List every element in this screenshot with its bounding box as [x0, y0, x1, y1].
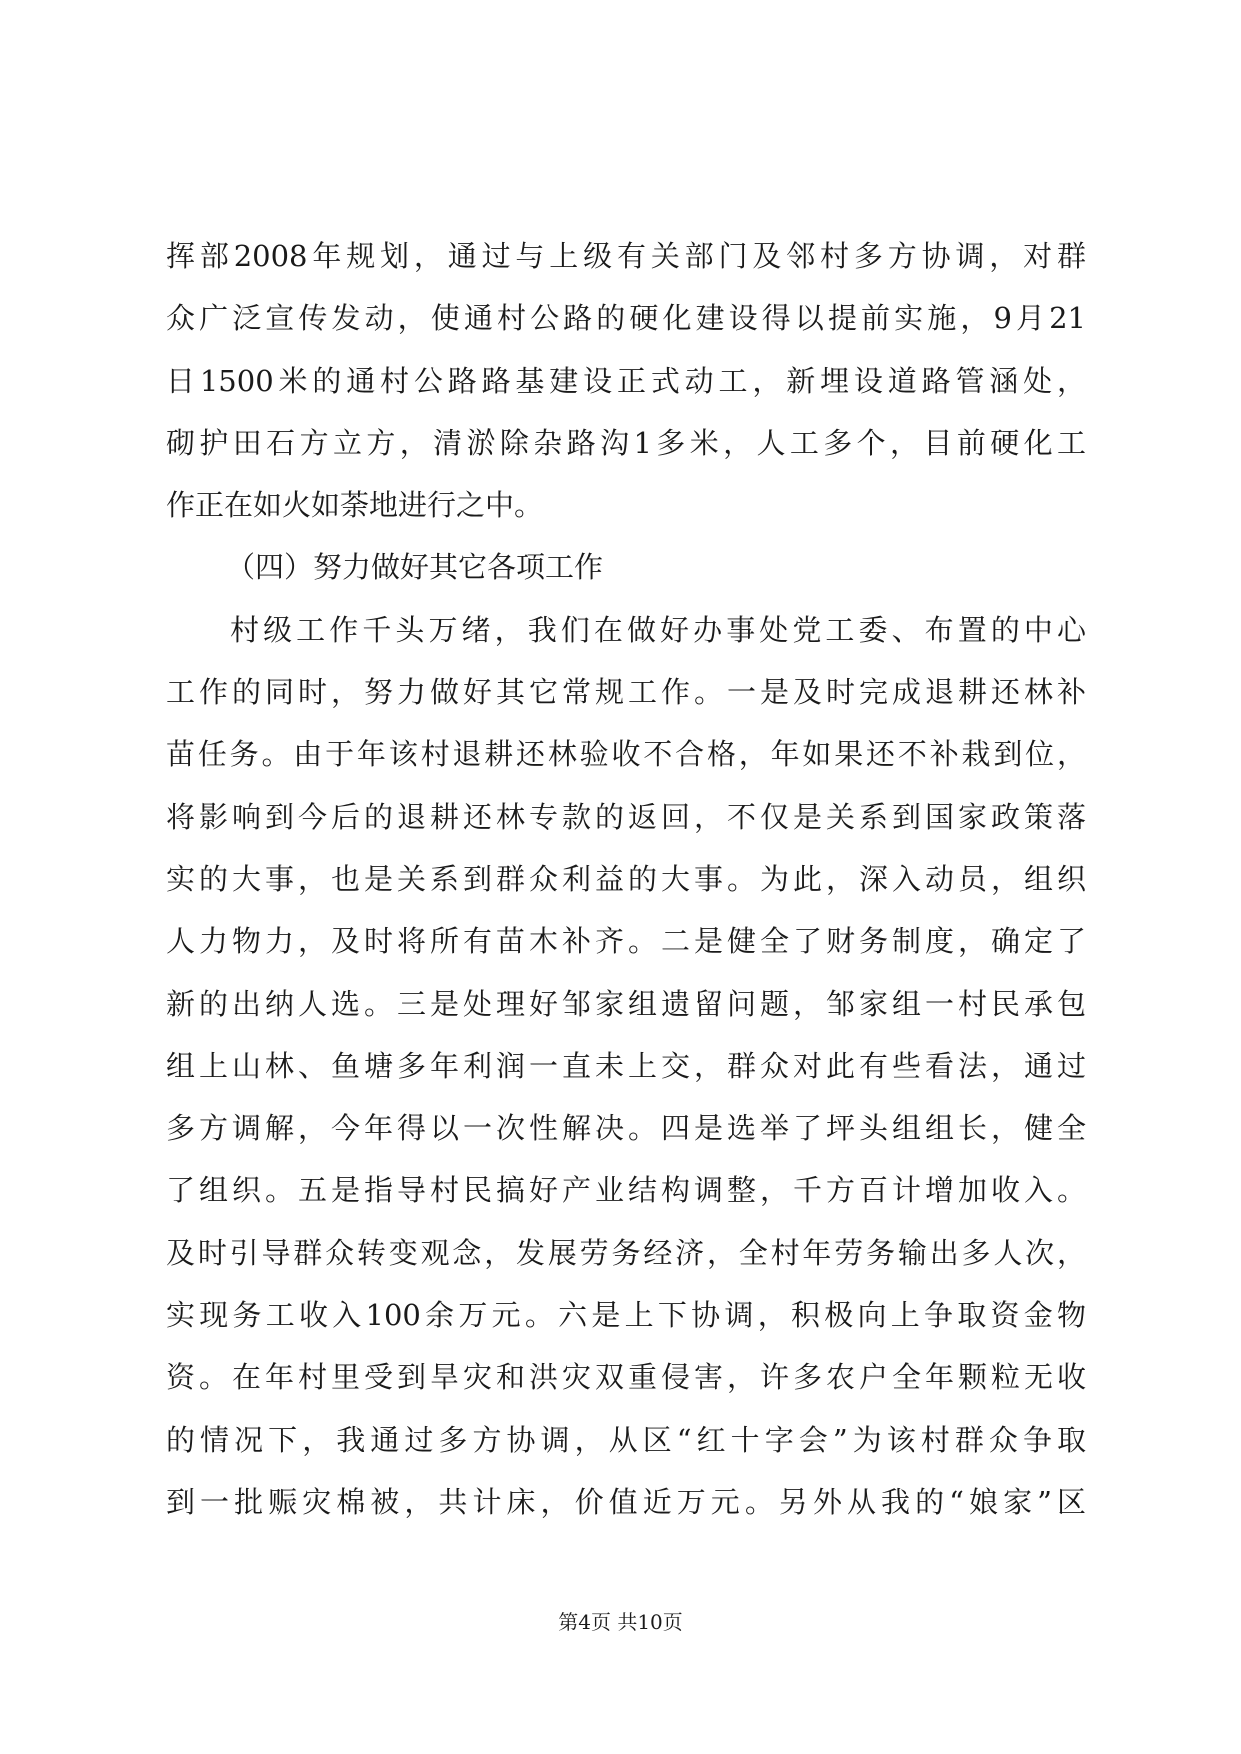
text-line: 的情况下，我通过多方协调，从区“红十字会”为该村群众争取	[166, 1422, 1086, 1457]
text-line: 村级工作千头万绪，我们在做好办事处党工委、布置的中心	[230, 612, 1086, 647]
page-footer	[0, 1608, 1241, 1636]
text-line: 工作的同时，努力做好其它常规工作。一是及时完成退耕还林补	[166, 675, 1086, 710]
text-line: 挥部2008年规划，通过与上级有关部门及邻村多方协调，对群	[166, 239, 1086, 273]
text-line: 新的出纳人选。三是处理好邹家组遗留问题，邹家组一村民承包	[166, 986, 1086, 1021]
text-line: 了组织。五是指导村民搞好产业结构调整，千方百计增加收入。	[166, 1173, 1086, 1208]
text-line: 组上山林、鱼塘多年利润一直未上交，群众对此有些看法，通过	[166, 1048, 1086, 1083]
text-line: 及时引导群众转变观念，发展劳务经济，全村年劳务输出多人次，	[166, 1235, 1086, 1270]
text-line: 将影响到今后的退耕还林专款的返回，不仅是关系到国家政策落	[166, 799, 1086, 834]
page-number-label: 第4页 共10页	[558, 1610, 683, 1634]
text-line: 实的大事，也是关系到群众利益的大事。为此，深入动员，组织	[166, 861, 1086, 896]
text-line: 实现务工收入100余万元。六是上下协调，积极向上争取资金物	[166, 1298, 1086, 1333]
text-line: 到一批赈灾棉被，共计床，价值近万元。另外从我的“娘家”区	[166, 1484, 1086, 1519]
section-heading: （四）努力做好其它各项工作	[226, 550, 604, 585]
text-line: 作正在如火如荼地进行之中。	[166, 488, 544, 523]
text-line: 众广泛宣传发动，使通村公路的硬化建设得以提前实施，9月21	[166, 301, 1086, 336]
body-text	[166, 225, 1086, 1533]
text-line: 多方调解，今年得以一次性解决。四是选举了坪头组组长，健全	[166, 1111, 1086, 1146]
text-line: 日1500米的通村公路路基建设正式动工，新埋设道路管涵处，	[166, 363, 1086, 398]
text-line: 苗任务。由于年该村退耕还林验收不合格，年如果还不补栽到位，	[166, 737, 1086, 772]
text-line: 人力物力，及时将所有苗木补齐。二是健全了财务制度，确定了	[166, 924, 1086, 959]
text-line: 资。在年村里受到旱灾和洪灾双重侵害，许多农户全年颗粒无收	[166, 1360, 1086, 1395]
text-line: 砌护田石方立方，清淤除杂路沟1多米，人工多个，目前硬化工	[166, 425, 1086, 460]
